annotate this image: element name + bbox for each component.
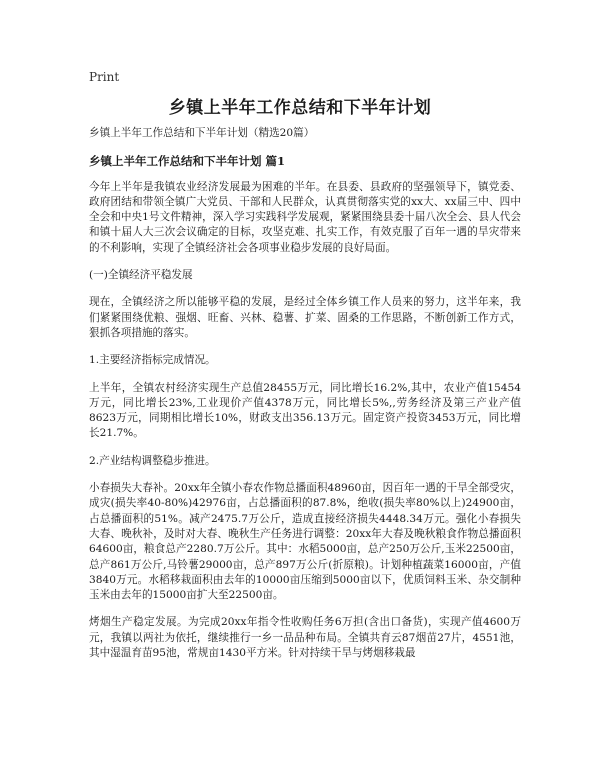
paragraph-4: 小春损失大春补。20xx年全镇小春农作物总播面积48960亩，因百年一遇的干旱全部受灾，成灾(损失率40-80%)42976亩，占总播面积的87.8%，绝收(损失率80%以上)24900亩，占总播面积的51%。减产2475.7万公斤，造成直接经济损失4448.34万元。强化小春损失大春、晚秋补，及时对大春、晚秋生产任务进行调整：20xx年大春及晚秋粮食作物总播面积64600亩，粮食总产2280.7万公斤。其中：水稻5000亩，总产250万公斤,玉米22500亩，总产861万公斤,马铃薯29000亩，总产897万公斤(折原粮)。计划种植蔬菜16000亩，产值3840万元。水稻移栽面积由去年的10000亩压缩到5000亩以下，优质饲料玉米、杂交制种玉米由去年的15000亩扩大至22500亩。: [89, 482, 521, 602]
paragraph-3: 上半年，全镇农村经济实现生产总值28455万元，同比增长16.2%,其中，农业产值15454万元，同比增长23%,工业现价产值4378万元，同比增长5%,,劳务经济及第三产业产值8623万元，同期相比增长10%，财政支出356.13万元。固定资产投资3453万元，同比增长21.7%。: [89, 381, 521, 440]
heading-economy: (一)全镇经济平稳发展: [89, 269, 193, 282]
document-subtitle: 乡镇上半年工作总结和下半年计划（精选20篇）: [89, 127, 315, 139]
section-title: 乡镇上半年工作总结和下半年计划 篇1: [89, 154, 286, 169]
paragraph-1: 今年上半年是我镇农业经济发展最为困难的半年。在县委、县政府的坚强领导下，镇党委、政府团结和带领全镇广大党员、干部和人民群众，认真贯彻落实党的xx大、xx届三中、四中全会和中央1号文件精神，深入学习实践科学发展观，紧紧围绕县委十届八次全会、县人代会和镇十届人大三次会议确定的目标，攻坚克难、扎实工作，有效克服了百年一遇的旱灾带来的不利影响，实现了全镇经济社会各项事业稳步发展的良好局面。: [89, 180, 521, 254]
heading-indicators: 1.主要经济指标完成情况。: [89, 354, 216, 367]
page-title: 乡镇上半年工作总结和下半年计划: [168, 98, 432, 118]
heading-structure: 2.产业结构调整稳步推进。: [89, 454, 216, 467]
paragraph-5: 烤烟生产稳定发展。为完成20xx年指令性收购任务6万担(含出口备货)，实现产值4600万元，我镇以两社为依托，继续推行一乡一品品种布局。全镇共育云87烟苗27片，4551池，其中湿温育苗95池，常规亩1430平方米。针对持续干旱与烤烟移栽最: [89, 616, 521, 660]
paragraph-2: 现在，全镇经济之所以能够平稳的发展，是经过全体乡镇工作人员来的努力，这半年来，我们紧紧围绕优粮、强烟、旺畜、兴林、稳薯、扩菜、固桑的工作思路，不断创新工作方式，狠抓各项措施的落实。: [89, 296, 521, 339]
print-label[interactable]: Print: [89, 70, 120, 84]
document-body: [89, 126, 521, 673]
